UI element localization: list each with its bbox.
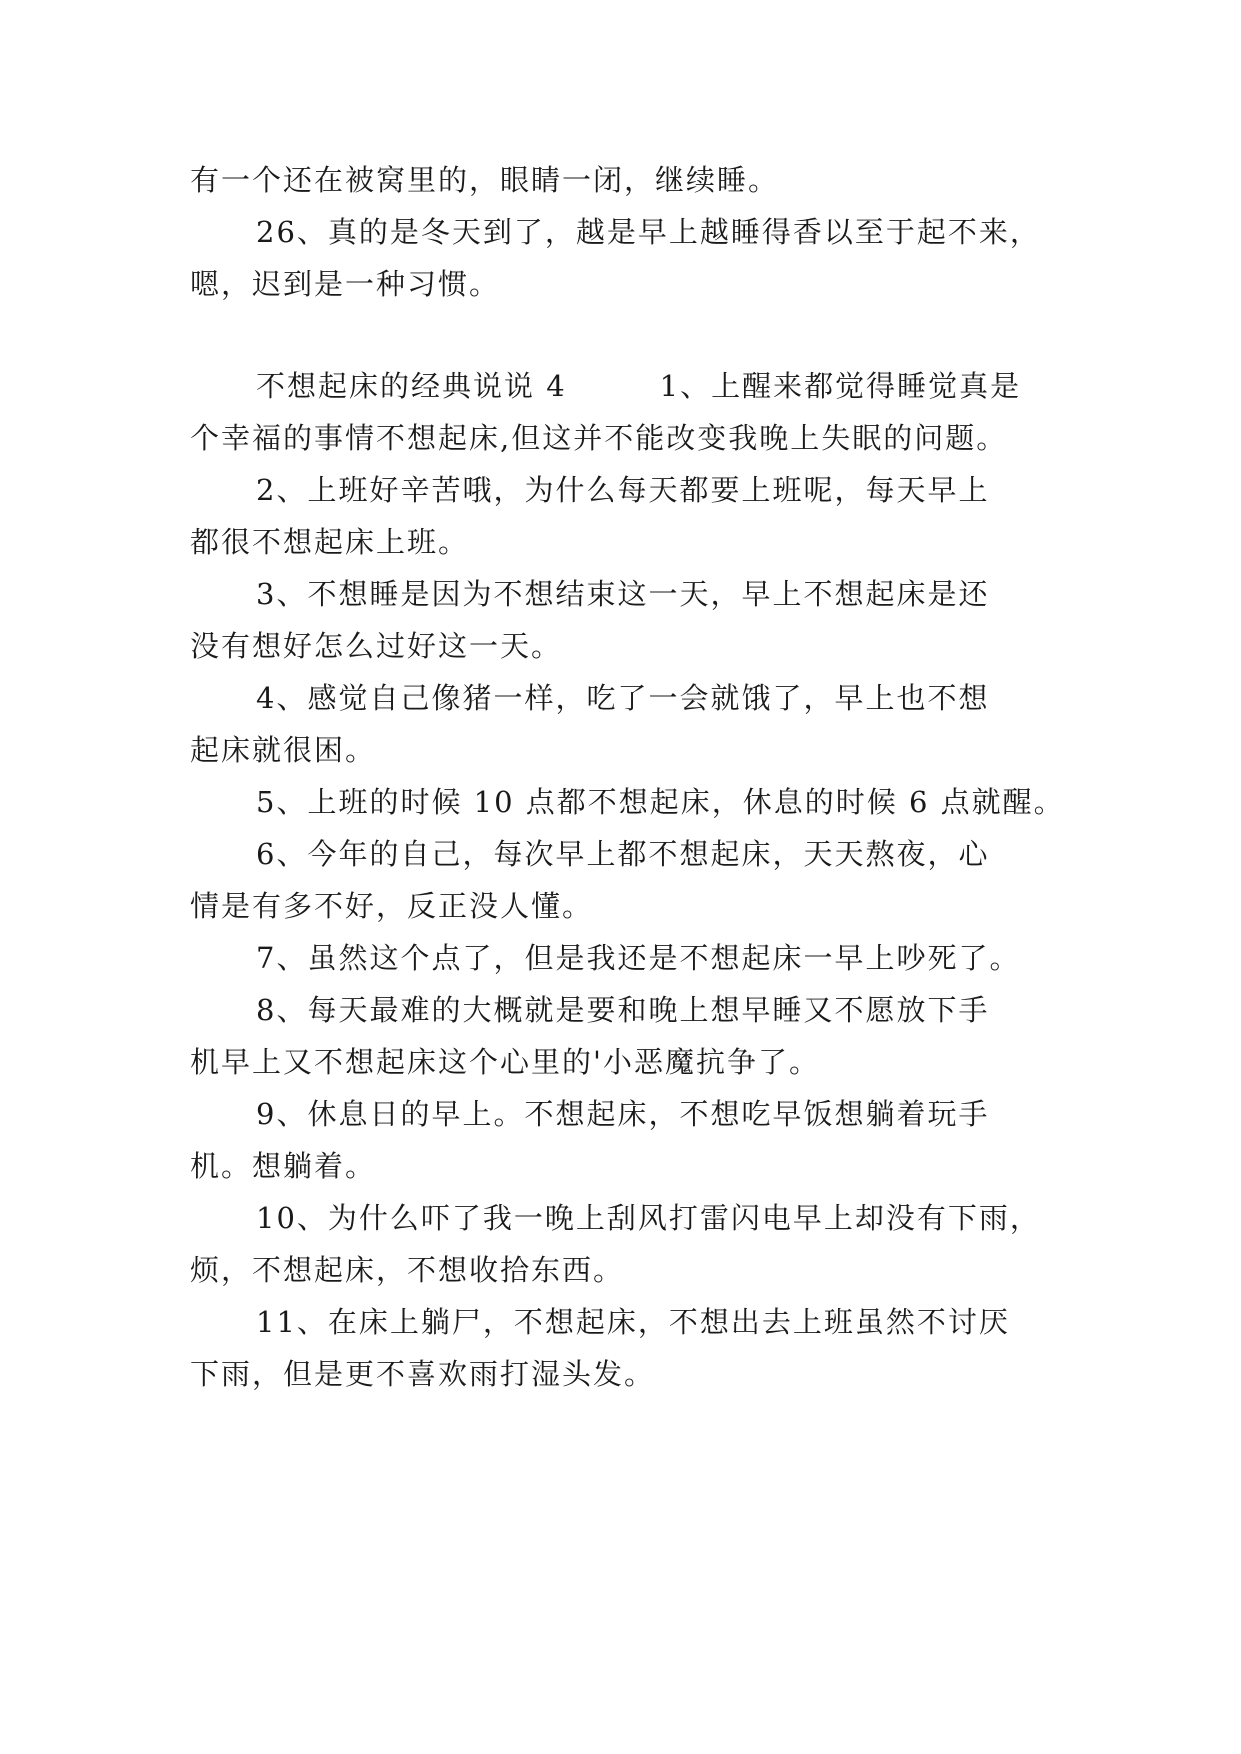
text-line: 5、上班的时候 10 点都不想起床，休息的时候 6 点就醒。 — [256, 785, 1065, 819]
text-line: 10、为什么吓了我一晚上刮风打雷闪电早上却没有下雨， — [256, 1201, 1041, 1235]
text-line: 3、不想睡是因为不想结束这一天，早上不想起床是还 — [256, 577, 990, 611]
text-line: 起床就很困。 — [190, 733, 377, 767]
text-line: 没有想好怎么过好这一天。 — [190, 629, 563, 663]
text-line: 烦，不想起床，不想收拾东西。 — [190, 1253, 625, 1287]
text-line: 有一个还在被窝里的，眼睛一闭，继续睡。 — [190, 163, 780, 197]
text-line: 9、休息日的早上。不想起床，不想吃早饭想躺着玩手 — [256, 1097, 990, 1131]
text-line: 情是有多不好，反正没人懂。 — [190, 889, 594, 923]
text-line: 4、感觉自己像猪一样，吃了一会就饿了，早上也不想 — [256, 681, 990, 715]
text-line: 机。想躺着。 — [190, 1149, 377, 1183]
text-line: 2、上班好辛苦哦，为什么每天都要上班呢，每天早上 — [256, 473, 990, 507]
section-heading: 不想起床的经典说说 4 1、上醒来都觉得睡觉真是 — [256, 369, 1022, 403]
text-line: 嗯，迟到是一种习惯。 — [190, 267, 501, 301]
text-line: 7、虽然这个点了，但是我还是不想起床一早上吵死了。 — [256, 941, 1021, 975]
text-line: 下雨，但是更不喜欢雨打湿头发。 — [190, 1357, 656, 1391]
text-line: 8、每天最难的大概就是要和晚上想早睡又不愿放下手 — [256, 993, 990, 1027]
text-line: 机早上又不想起床这个心里的'小恶魔抗争了。 — [190, 1045, 820, 1079]
text-line: 11、在床上躺尸，不想起床，不想出去上班虽然不讨厌 — [256, 1305, 1010, 1339]
text-line: 6、今年的自己，每次早上都不想起床，天天熬夜，心 — [256, 837, 990, 871]
text-line: 26、真的是冬天到了，越是早上越睡得香以至于起不来， — [256, 215, 1041, 249]
text-line: 个幸福的事情不想起床,但这并不能改变我晚上失眠的问题。 — [190, 421, 1008, 455]
text-line: 都很不想起床上班。 — [190, 525, 470, 559]
